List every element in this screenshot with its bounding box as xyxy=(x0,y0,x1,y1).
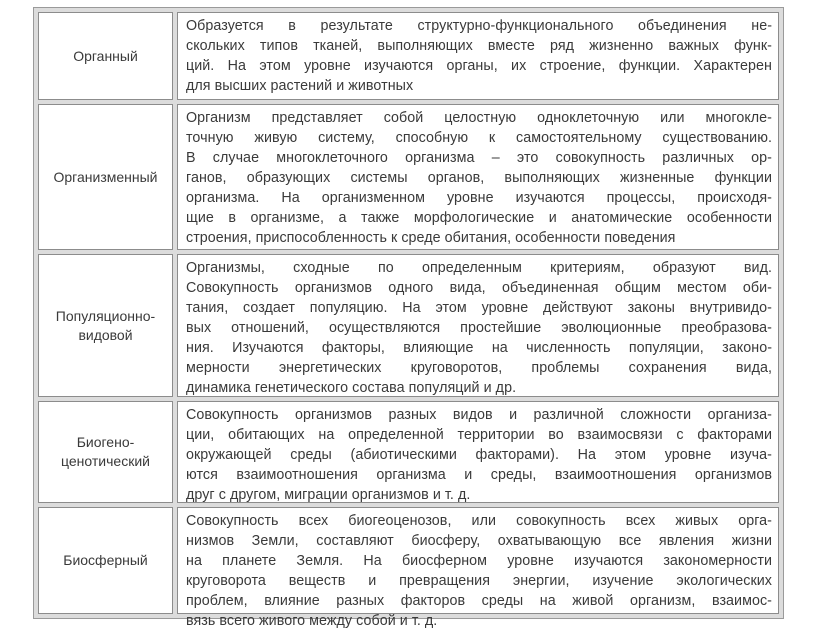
level-name-line: видовой xyxy=(78,326,133,343)
level-name xyxy=(54,168,158,187)
level-description-cell xyxy=(177,254,779,397)
description-line: ции, обитающих на определенной территории во взаимосвязи с факторами xyxy=(186,427,772,443)
level-name xyxy=(56,307,155,345)
description-line: Организм представляет собой целостную одноклеточную или многокле- xyxy=(186,110,772,126)
description-line: проблем, влияние разных факторов среды на живой организм, взаимос- xyxy=(186,593,772,609)
level-name xyxy=(63,551,148,570)
level-name xyxy=(61,433,150,471)
description-line: низмов Земли, составляют биосферу, охватывающую все явления жизни xyxy=(186,533,772,549)
description-line: ций. На этом уровне изучаются органы, их строение, функции. Характерен xyxy=(186,58,772,74)
table-row xyxy=(38,401,779,503)
description-line: окружающей среды (абиотическими факторами). На этом уровне изуча- xyxy=(186,447,772,463)
description-line: строения, приспособленность к среде обитания, особенности поведения xyxy=(186,230,676,246)
description-line: организма. На организменном уровне изучаются процессы, происходя- xyxy=(186,190,772,206)
level-name-line: Биогено- xyxy=(76,434,135,450)
level-name xyxy=(73,47,138,66)
description-line: Совокупность всех биогеоценозов, или совокупность всех живых орга- xyxy=(186,513,772,529)
table-row xyxy=(38,104,779,250)
description-line: ганов, образующих системы органов, выполняющих жизненные функции xyxy=(186,170,772,186)
description-line: ются взаимоотношения организма и среды, взаимоотношения организмов xyxy=(186,467,772,483)
level-description-cell xyxy=(177,104,779,250)
description-line: Образуется в результате структурно-функционального объединения не- xyxy=(186,18,772,34)
description-line: для высших растений и животных xyxy=(186,78,414,94)
level-name-line: Популяционно- xyxy=(55,307,156,324)
level-description-cell xyxy=(177,12,779,100)
level-name-cell xyxy=(38,254,173,397)
description-line: друг с другом, миграции организмов и т. д. xyxy=(186,487,471,503)
table-row xyxy=(38,507,779,629)
description-line: вых отношений, осуществляются простейшие эволюционные преобразова- xyxy=(186,320,772,336)
level-description-cell xyxy=(177,401,779,503)
description-line: на планете Земля. На биосферном уровне изучаются закономерности xyxy=(186,553,772,569)
table-row xyxy=(38,12,779,100)
description-line: динамика генетического состава популяций и др. xyxy=(186,380,517,396)
level-name-cell xyxy=(38,401,173,503)
description-line: тания, создает популяцию. На этом уровне действуют законы внутривидо- xyxy=(186,300,772,316)
level-description-cell xyxy=(177,507,779,629)
description-line: ния. Изучаются факторы, влияющие на численность популяции, законо- xyxy=(186,340,772,356)
description-line: скольких типов тканей, выполняющих вместе ряд жизненно важных функ- xyxy=(186,38,772,54)
description-line: круговорота веществ и превращения энергии, изучение экологических xyxy=(186,573,772,589)
level-name-cell xyxy=(38,104,173,250)
description-line: Организмы, сходные по определенным критериям, образуют вид. xyxy=(186,260,772,276)
level-name-line: Организменный xyxy=(53,168,158,185)
description-line: вязь всего живого между собой и т. д. xyxy=(186,613,438,629)
description-line: точную живую систему, способную к самостоятельному существованию. xyxy=(186,130,772,146)
levels-table xyxy=(33,7,784,629)
level-name-cell xyxy=(38,12,173,100)
level-name-cell xyxy=(38,507,173,614)
table-row xyxy=(38,254,779,397)
description-line: мерности энергетических круговоротов, проблемы сохранения вида, xyxy=(186,360,772,376)
description-line: щие в организме, а также морфологические и анатомические особенности xyxy=(186,210,772,226)
description-line: В случае многоклеточного организма – это совокупность различных ор- xyxy=(186,150,772,166)
level-name-line: Биосферный xyxy=(63,552,148,568)
description-line: Совокупность организмов разных видов и различной сложности организа- xyxy=(186,407,772,423)
description-line: Совокупность организмов одного вида, объединенная общим местом оби- xyxy=(186,280,772,296)
level-name-line: Органный xyxy=(73,47,138,64)
level-name-line: ценотический xyxy=(61,453,150,469)
